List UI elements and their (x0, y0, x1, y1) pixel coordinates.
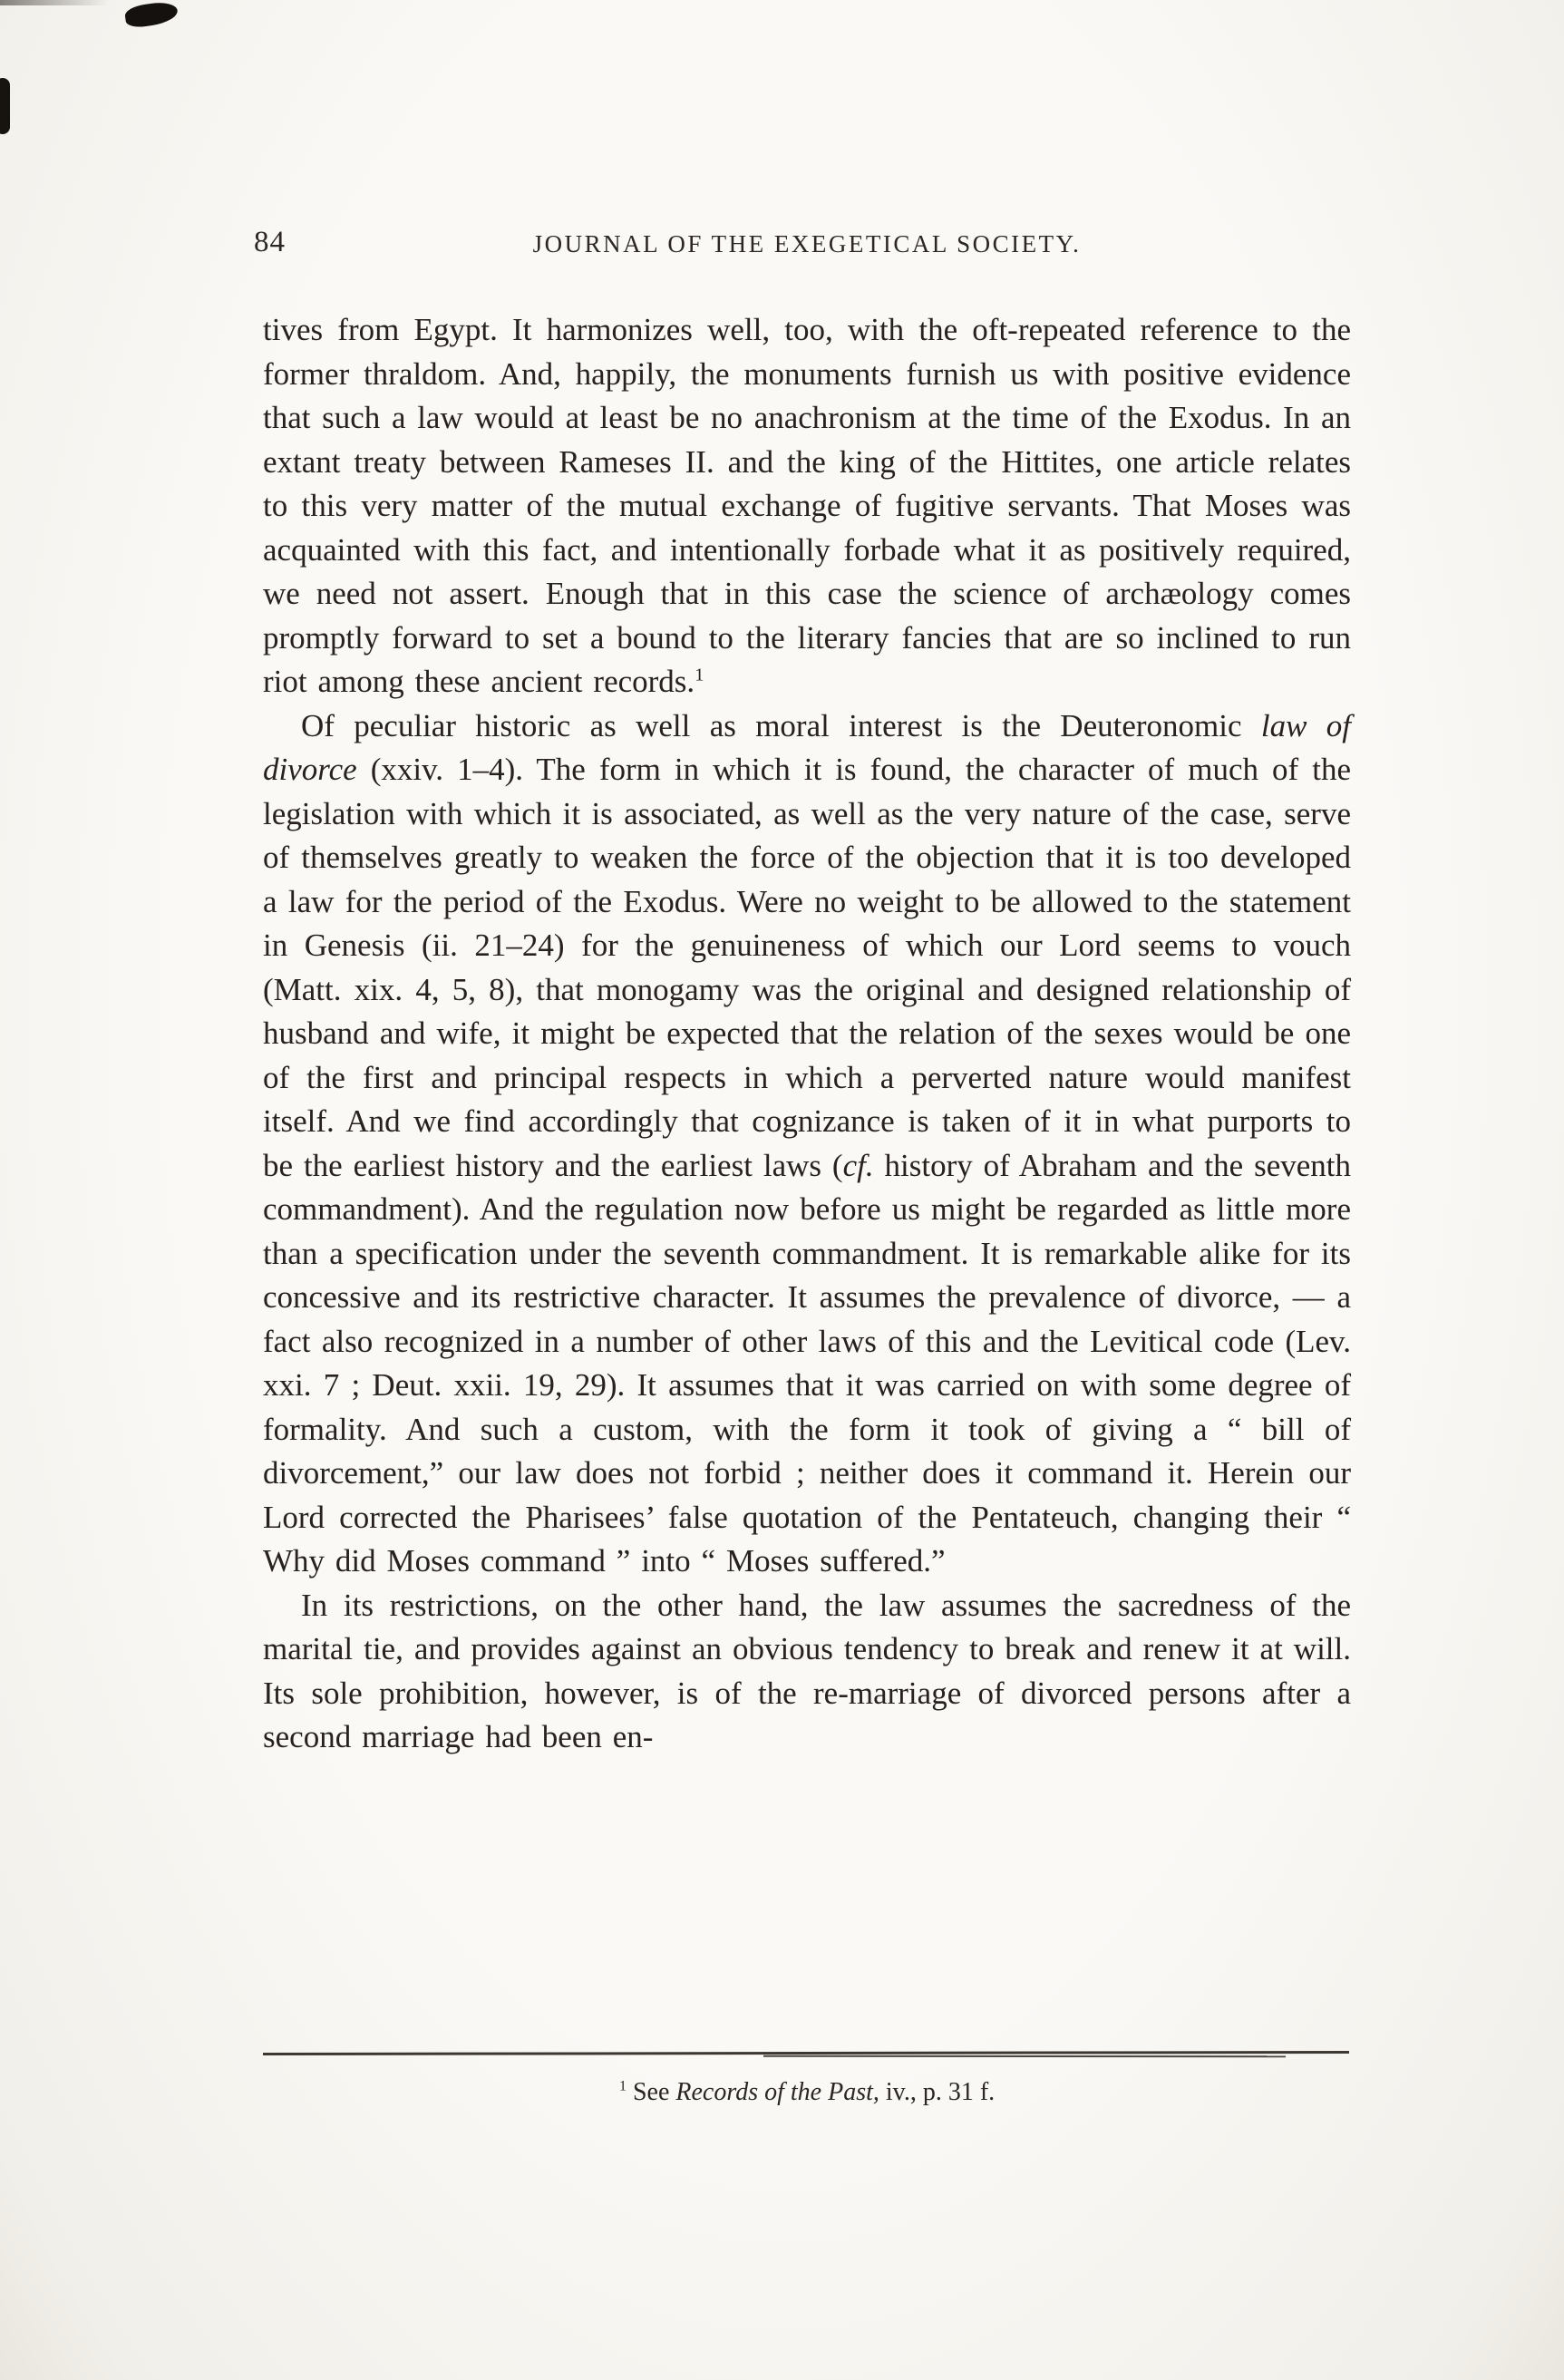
scan-artifact-top-edge (0, 0, 109, 5)
italic-text: cf. (842, 1147, 874, 1183)
scan-artifact-blot (124, 0, 180, 29)
text-run: (xxiv. 1–4). The form in which it is found, the character of much of the legislation with which it is associated, as well as the very nature of the case, serve of themselves greatly to weaken the force of the objection that it is too developed a law for the period of the Exodus. Were no weight to be allowed to the statement in Genesis (ii. 21–24) for the genuineness of which our Lord seems to vouch (Matt. xix. 4, 5, 8), that monogamy was the original and designed relationship of husband and wife, it might be expected that the relation of the sexes would be one of the first and principal respects in which a perverted nature would manifest itself. And we find accordingly that cognizance is taken of it in what purports to be the earliest history and the earliest laws ( (263, 752, 1351, 1183)
page-number: 84 (254, 226, 286, 258)
page-header (254, 226, 1351, 258)
footnote-marker: 1 (695, 665, 704, 685)
paragraph (263, 308, 1351, 704)
text-run: tives from Egypt. It harmonizes well, too, with the oft-repeated reference to the former thraldom. And, happily, the monuments furnish us with positive evidence that such a law would at least be no anachronism at the time of the Exodus. In an extant treaty between Rameses II. and the king of the Hittites, one article relates to this very matter of the mutual exchange of fugitive servants. That Moses was acquainted with this fact, and intentionally forbade what it as positively required, we need not assert. Enough that in this case the science of archæology comes promptly forward to set a bound to the literary fancies that are so inclined to run riot among these ancient records. (263, 312, 1351, 699)
body-text (263, 308, 1351, 1760)
text-run: iv., p. 31 f. (879, 2078, 996, 2106)
footnote-rule (263, 2051, 1351, 2058)
italic-text: law of divorce (263, 707, 1351, 787)
italic-text: Records of the Past, (675, 2078, 879, 2106)
footnote-area (263, 2051, 1351, 2107)
text-run: In its restrictions, on the other hand, the law assumes the sacredness of the marital tie, and provides against an obvious tendency to break and renew it at will. Its sole prohibition, however, is of the re-marriage of divorced persons after a second marriage had been en- (263, 1587, 1351, 1754)
running-title: JOURNAL OF THE EXEGETICAL SOCIETY. (532, 230, 1082, 257)
footnote-marker: 1 (618, 2077, 627, 2094)
text-run: history of Abraham and the seventh commandment). And the regulation now before us might be regarded as little more than a specification under the seventh commandment. It is remarkable alike for its concessive and its restrictive character. It assumes the prevalence of divorce, — a fact also recognized in a number of other laws of this and the Levitical code (Lev. xxi. 7 ; Deut. xxii. 19, 29). It assumes that it was carried on with some degree of formality. And such a custom, with the form it took of giving a “ bill of divorcement,” our law does not forbid ; neither does it command it. Herein our Lord corrected the Pharisees’ false quotation of the Pentateuch, changing their “ Why did Moses command ” into “ Moses suffered.” (263, 1147, 1351, 1579)
scan-artifact-edge-mark (0, 78, 10, 134)
paragraph (263, 704, 1351, 1584)
text-run: See (626, 2078, 676, 2106)
footnote (263, 2078, 1351, 2107)
text-run: Of peculiar historic as well as moral interest is the Deuteronomic (301, 707, 1261, 743)
paragraph (263, 1584, 1351, 1760)
